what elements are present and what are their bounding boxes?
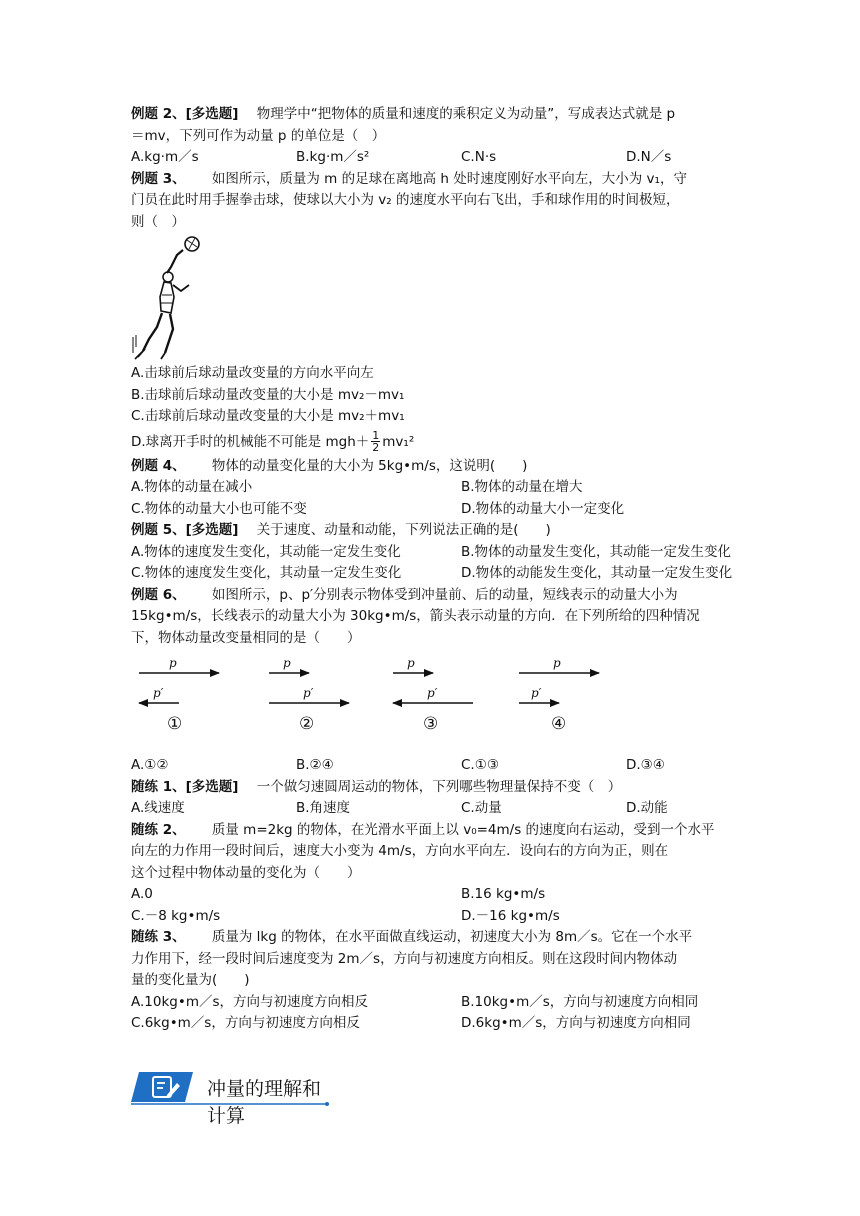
s2-line1: 质量 m=2kg 的物体，在光滑水平面上以 v₀=4m/s 的速度向右运动，受到一个水平 [211, 821, 715, 838]
question-sheet [131, 104, 791, 1035]
s1-option-d: D.动能 [626, 800, 668, 816]
s2-option-a: A.0 [131, 886, 153, 902]
q5-stem [131, 520, 791, 542]
s1-stem [131, 777, 791, 799]
q3-line3: 则（ ） [131, 213, 185, 230]
fraction-half [371, 430, 380, 453]
q2-option-d: D.N／s [626, 149, 672, 165]
s2-label: 随练 2、 [131, 821, 186, 838]
q6-option-c: C.①③ [461, 757, 499, 773]
q6-line2: 15kg•m/s，长线表示的动量大小为 30kg•m/s，箭头表示动量的方向．在下列所给的四种情况 [131, 608, 700, 624]
q5-option-a: A.物体的速度发生变化，其动能一定发生变化 [131, 543, 401, 560]
q3-option-d [131, 428, 791, 456]
case2-p-label: p [283, 656, 291, 670]
case3-number: ③ [423, 714, 439, 734]
s2-options-row1 [131, 884, 791, 906]
case3-p-label: p [407, 656, 415, 670]
s3-label: 随练 3、 [131, 929, 186, 945]
q2-line2: ＝mv，下列可作为动量 p 的单位是（ ） [131, 127, 386, 144]
q3-option-a: A.击球前后球动量改变量的方向水平向左 [131, 365, 374, 381]
s1-option-a: A.线速度 [131, 800, 185, 816]
case2-number: ② [299, 714, 315, 734]
section-title: 冲量的理解和计算 [207, 1078, 322, 1127]
q5-options-row2 [131, 563, 791, 585]
q2-option-b: B.kg·m／s² [296, 149, 370, 165]
q3-line2: 门员在此时用手握拳击球，使球以大小为 v₂ 的速度水平向右飞出，手和球作用的时间极短， [131, 192, 680, 208]
q5-options-row1 [131, 542, 791, 564]
case4-pprime-label: p′ [531, 686, 542, 700]
q2-option-c: C.N·s [461, 149, 497, 165]
q6-line1: 如图所示，p、p′分别表示物体受到冲量前、后的动量，短线表示的动量大小为 [211, 586, 678, 603]
s3-option-a: A.10kg•m／s，方向与初速度方向相反 [131, 993, 369, 1010]
q2-options [131, 147, 791, 169]
s1-text: 一个做匀速圆周运动的物体，下列哪些物理量保持不变（ ） [256, 778, 622, 795]
q2-line1: 物理学中“把物体的质量和速度的乘积定义为动量”，写成表达式就是 p [256, 106, 676, 122]
q3-option-d-tail: mv₁² [382, 433, 415, 450]
q4-options-row2 [131, 499, 791, 521]
s2-option-b: B.16 kg•m/s [461, 886, 546, 902]
arrow-diagrams [131, 655, 611, 751]
case4-p-label: p [553, 656, 561, 670]
q5-option-c: C.物体的速度发生变化，其动量一定发生变化 [131, 565, 402, 581]
q3-option-d-text: D.球离开手时的机械能不可能是 mgh＋ [131, 433, 370, 450]
case1-number: ① [167, 714, 183, 734]
q4-options-row1 [131, 477, 791, 499]
case2-pprime-label: p′ [303, 686, 314, 700]
q2-stem [131, 104, 791, 126]
case3-pprime-label: p′ [427, 686, 438, 700]
case1-p-label: p [169, 656, 177, 670]
fraction-numerator: 1 [372, 429, 380, 442]
q3-option-b: B.击球前后球动量改变量的大小是 mv₂－mv₁ [131, 386, 405, 403]
q3-option-c: C.击球前后球动量改变量的大小是 mv₂＋mv₁ [131, 408, 405, 424]
s1-label: 随练 1、[多选题] [131, 778, 239, 795]
s2-option-d: D.－16 kg•m/s [461, 907, 560, 924]
q3-line1: 如图所示，质量为 m 的足球在离地高 h 处时速度刚好水平向左，大小为 v₁，守 [211, 170, 687, 187]
case1-pprime-label: p′ [153, 686, 164, 700]
q4-option-c: C.物体的动量大小也可能不变 [131, 500, 307, 517]
q2-option-a: A.kg·m／s [131, 149, 199, 165]
s3-line3: 量的变化量为( ) [131, 972, 250, 988]
s2-line3: 这个过程中物体动量的变化为（ ） [131, 864, 361, 881]
q3-label: 例题 3、 [131, 170, 186, 187]
q5-option-d: D.物体的动能发生变化，其动量一定发生变化 [461, 565, 733, 581]
q4-option-a: A.物体的动量在减小 [131, 479, 253, 495]
q5-option-b: B.物体的动量发生变化，其动能一定发生变化 [461, 543, 732, 560]
momentum-arrow-figure [131, 655, 791, 751]
goalkeeper-figure [131, 235, 211, 361]
s3-stem [131, 927, 791, 949]
q6-stem [131, 585, 791, 607]
section-header [131, 1070, 331, 1127]
q6-options [131, 755, 791, 777]
q4-label: 例题 4、 [131, 457, 186, 474]
s3-option-c: C.6kg•m／s，方向与初速度方向相反 [131, 1015, 360, 1031]
q5-text: 关于速度、动量和动能，下列说法正确的是( ) [256, 522, 551, 538]
edit-note-icon [151, 1075, 181, 1099]
s1-options [131, 798, 791, 820]
q6-label: 例题 6、 [131, 586, 186, 603]
s3-line1: 质量为 lkg 的物体，在水平面做直线运动，初速度大小为 8m／s。它在一个水平 [211, 929, 693, 945]
s2-option-c: C.－8 kg•m/s [131, 907, 221, 924]
s1-option-c: C.动量 [461, 800, 502, 816]
s1-option-b: B.角速度 [296, 800, 351, 816]
s3-option-d: D.6kg•m／s，方向与初速度方向相同 [461, 1015, 691, 1031]
fraction-denominator: 2 [372, 441, 380, 454]
q6-option-d: D.③④ [626, 757, 665, 773]
q2-label: 例题 2、[多选题] [131, 106, 239, 122]
q5-label: 例题 5、[多选题] [131, 522, 239, 538]
s3-option-b: B.10kg•m／s，方向与初速度方向相同 [461, 993, 699, 1010]
q4-option-b: B.物体的动量在增大 [461, 479, 583, 495]
s3-line2: 力作用下，经一段时间后速度变为 2m／s，方向与初速度方向相反。则在这段时间内物体动 [131, 950, 678, 967]
q6-option-a: A.①② [131, 757, 169, 773]
q3-stem [131, 169, 791, 191]
q6-line3: 下，物体动量改变量相同的是（ ） [131, 629, 361, 646]
q4-option-d: D.物体的动量大小一定变化 [461, 500, 625, 517]
s3-options-row2 [131, 1013, 791, 1035]
s2-line2: 向左的力作用一段时间后，速度大小变为 4m/s，方向水平向左．设向右的方向为正，则在 [131, 843, 669, 859]
s3-options-row1 [131, 992, 791, 1014]
q4-text: 物体的动量变化量的大小为 5kg•m/s，这说明( ) [211, 457, 528, 474]
s2-stem [131, 820, 791, 842]
q6-option-b: B.②④ [296, 757, 334, 773]
q4-stem [131, 456, 791, 478]
s2-options-row2 [131, 906, 791, 928]
case4-number: ④ [551, 714, 567, 734]
